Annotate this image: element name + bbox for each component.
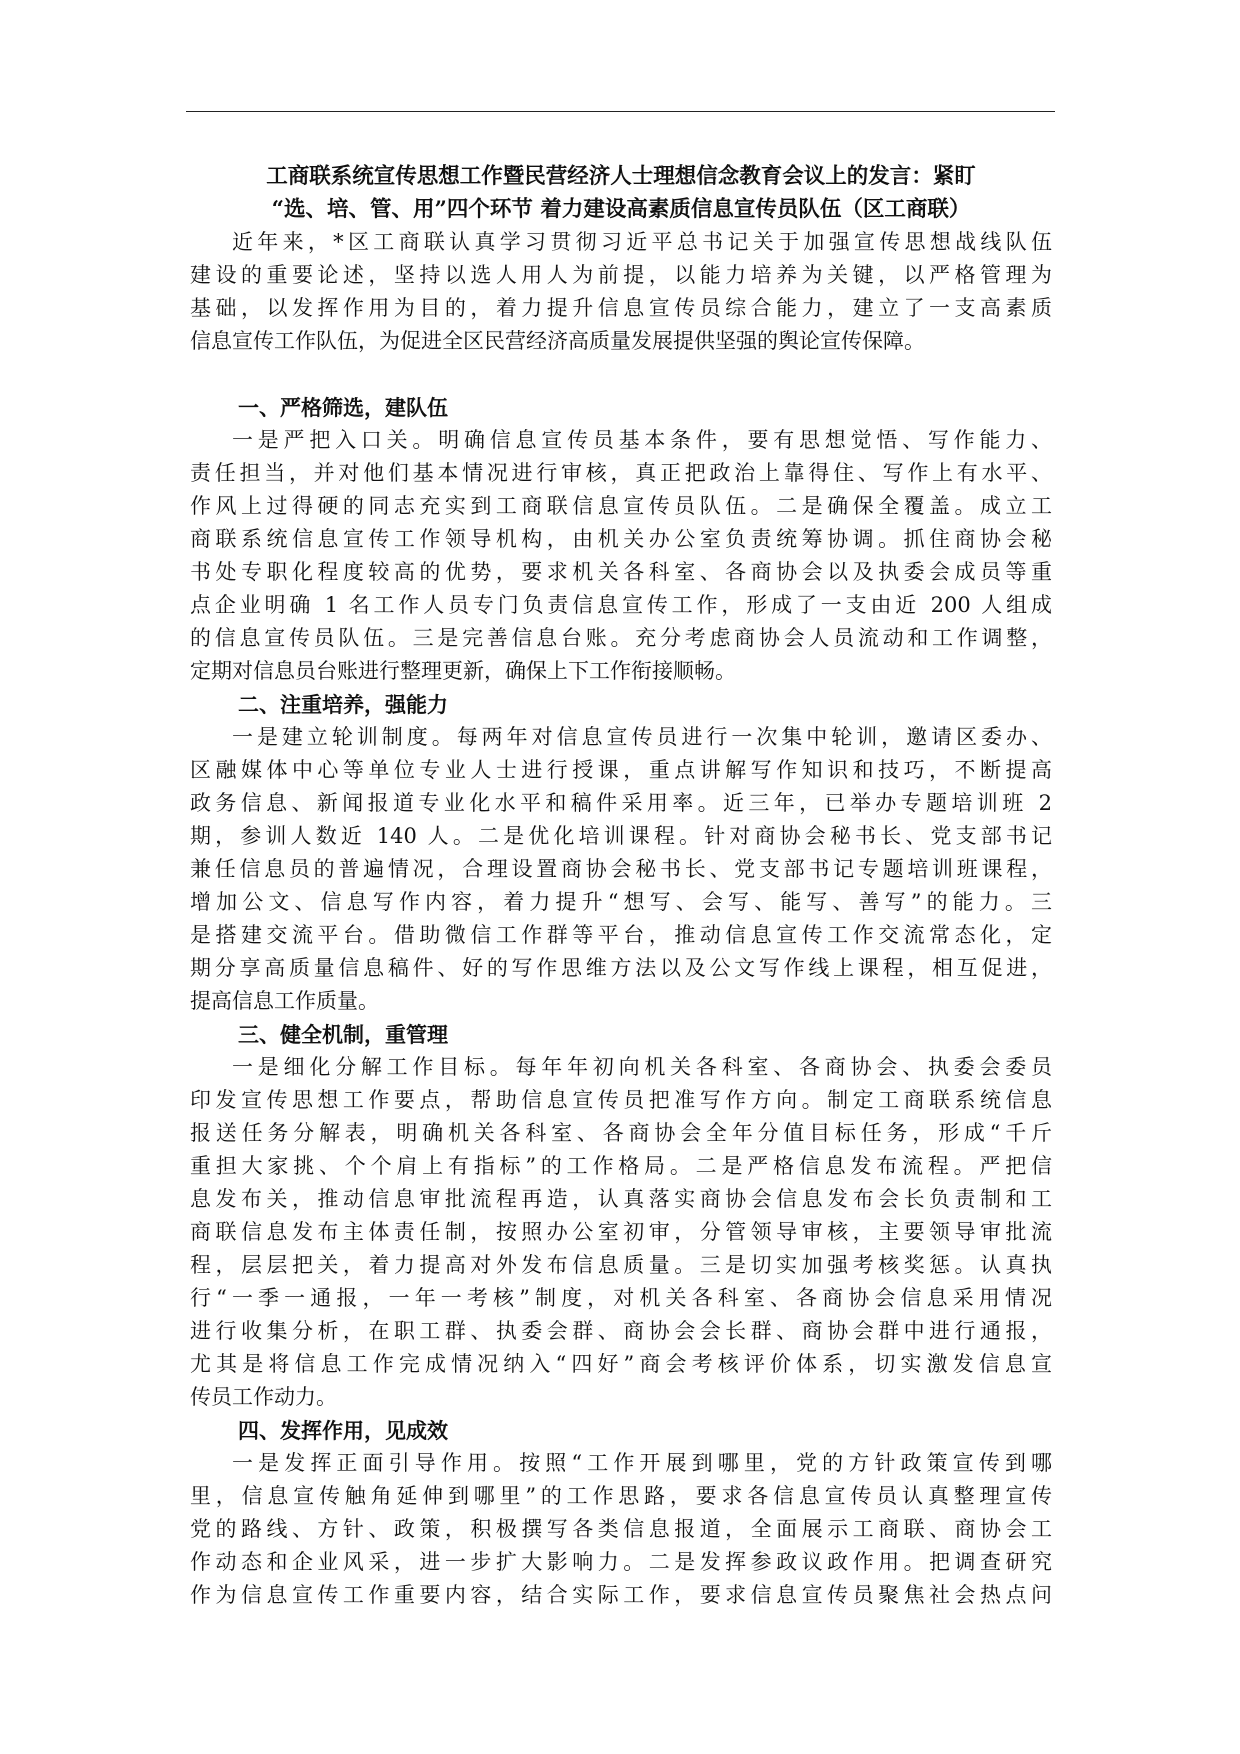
text-line: 书处专职化程度较高的优势，要求机关各科室、各商协会以及执委会成员等重 bbox=[190, 560, 1052, 584]
document-title bbox=[190, 160, 1052, 226]
text-line: 基础，以发挥作用为目的，着力提升信息宣传员综合能力，建立了一支高素质 bbox=[190, 296, 1052, 320]
text-line: 近年来，*区工商联认真学习贯彻习近平总书记关于加强宣传思想战线队伍 bbox=[232, 230, 1052, 254]
section-paragraph bbox=[190, 721, 1052, 1018]
text-line: 进行收集分析，在职工群、执委会群、商协会会长群、商协会群中进行通报， bbox=[190, 1319, 1052, 1343]
text-line: 息发布关，推动信息审批流程再造，认真落实商协会信息发布会长负责制和工 bbox=[190, 1187, 1052, 1211]
text-line: 建设的重要论述，坚持以选人用人为前提，以能力培养为关键，以严格管理为 bbox=[190, 263, 1052, 287]
text-line: 作风上过得硬的同志充实到工商联信息宣传员队伍。二是确保全覆盖。成立工 bbox=[190, 494, 1052, 518]
section-heading: 四、发挥作用，见成效 bbox=[238, 1418, 448, 1443]
text-line: 商联系统信息宣传工作领导机构，由机关办公室负责统筹协调。抓住商协会秘 bbox=[190, 527, 1052, 551]
text-line: 程，层层把关，着力提高对外发布信息质量。三是切实加强考核奖惩。认真执 bbox=[190, 1253, 1052, 1277]
text-line: 一是严把入口关。明确信息宣传员基本条件，要有思想觉悟、写作能力、 bbox=[232, 428, 1052, 452]
text-line: 传员工作动力。 bbox=[190, 1385, 337, 1409]
text-line: 点企业明确 1 名工作人员专门负责信息宣传工作，形成了一支由近 200 人组成 bbox=[190, 593, 1052, 617]
text-line: 党的路线、方针、政策，积极撰写各类信息报道，全面展示工商联、商协会工 bbox=[190, 1517, 1052, 1541]
text-line: 责任担当，并对他们基本情况进行审核，真正把政治上靠得住、写作上有水平、 bbox=[190, 461, 1052, 485]
section-heading: 一、严格筛选，建队伍 bbox=[238, 395, 448, 420]
text-line: 一是建立轮训制度。每两年对信息宣传员进行一次集中轮训，邀请区委办、 bbox=[232, 725, 1052, 749]
text-line: 政务信息、新闻报道专业化水平和稿件采用率。近三年，已举办专题培训班 2 bbox=[190, 791, 1052, 815]
section-heading: 二、注重培养，强能力 bbox=[238, 692, 448, 717]
text-line: 尤其是将信息工作完成情况纳入“四好”商会考核评价体系，切实激发信息宣 bbox=[190, 1352, 1052, 1376]
section-heading: 三、健全机制，重管理 bbox=[238, 1022, 448, 1047]
paragraph-gap bbox=[190, 358, 1052, 391]
text-line: 作为信息宣传工作重要内容，结合实际工作，要求信息宣传员聚焦社会热点问 bbox=[190, 1583, 1052, 1607]
document-body bbox=[190, 160, 1052, 1612]
text-line: 一是发挥正面引导作用。按照“工作开展到哪里，党的方针政策宣传到哪 bbox=[232, 1451, 1052, 1475]
text-line: 商联信息发布主体责任制，按照办公室初审，分管领导审核，主要领导审批流 bbox=[190, 1220, 1052, 1244]
section-paragraph bbox=[190, 1447, 1052, 1612]
text-line: 提高信息工作质量。 bbox=[190, 989, 379, 1013]
text-line: 定期对信息员台账进行整理更新，确保上下工作衔接顺畅。 bbox=[190, 659, 736, 683]
title-line: “选、培、管、用”四个环节 着力建设高素质信息宣传员队伍（区工商联） bbox=[271, 197, 971, 222]
text-line: 区融媒体中心等单位专业人士进行授课，重点讲解写作知识和技巧，不断提高 bbox=[190, 758, 1052, 782]
text-line: 里，信息宣传触角延伸到哪里”的工作思路，要求各信息宣传员认真整理宣传 bbox=[190, 1484, 1052, 1508]
text-line: 的信息宣传员队伍。三是完善信息台账。充分考虑商协会人员流动和工作调整， bbox=[190, 626, 1052, 650]
text-line: 作动态和企业风采，进一步扩大影响力。二是发挥参政议政作用。把调查研究 bbox=[190, 1550, 1052, 1574]
text-line: 期，参训人数近 140 人。二是优化培训课程。针对商协会秘书长、党支部书记 bbox=[190, 824, 1052, 848]
text-line: 一是细化分解工作目标。每年年初向机关各科室、各商协会、执委会委员 bbox=[232, 1055, 1052, 1079]
section-paragraph bbox=[190, 424, 1052, 688]
text-line: 行“一季一通报，一年一考核”制度，对机关各科室、各商协会信息采用情况 bbox=[190, 1286, 1052, 1310]
text-line: 重担大家挑、个个肩上有指标”的工作格局。二是严格信息发布流程。严把信 bbox=[190, 1154, 1052, 1178]
text-line: 是搭建交流平台。借助微信工作群等平台，推动信息宣传工作交流常态化，定 bbox=[190, 923, 1052, 947]
title-line: 工商联系统宣传思想工作暨民营经济人士理想信念教育会议上的发言：紧盯 bbox=[266, 164, 976, 189]
header-rule bbox=[186, 111, 1055, 112]
text-line: 期分享高质量信息稿件、好的写作思维方法以及公文写作线上课程，相互促进， bbox=[190, 956, 1052, 980]
text-line: 信息宣传工作队伍，为促进全区民营经济高质量发展提供坚强的舆论宣传保障。 bbox=[190, 329, 925, 353]
section-paragraph bbox=[190, 1051, 1052, 1414]
text-line: 兼任信息员的普遍情况，合理设置商协会秘书长、党支部书记专题培训班课程， bbox=[190, 857, 1052, 881]
text-line: 印发宣传思想工作要点，帮助信息宣传员把准写作方向。制定工商联系统信息 bbox=[190, 1088, 1052, 1112]
text-line: 报送任务分解表，明确机关各科室、各商协会全年分值目标任务，形成“千斤 bbox=[190, 1121, 1052, 1145]
text-line: 增加公文、信息写作内容，着力提升“想写、会写、能写、善写”的能力。三 bbox=[190, 890, 1052, 914]
intro-paragraph bbox=[190, 226, 1052, 358]
